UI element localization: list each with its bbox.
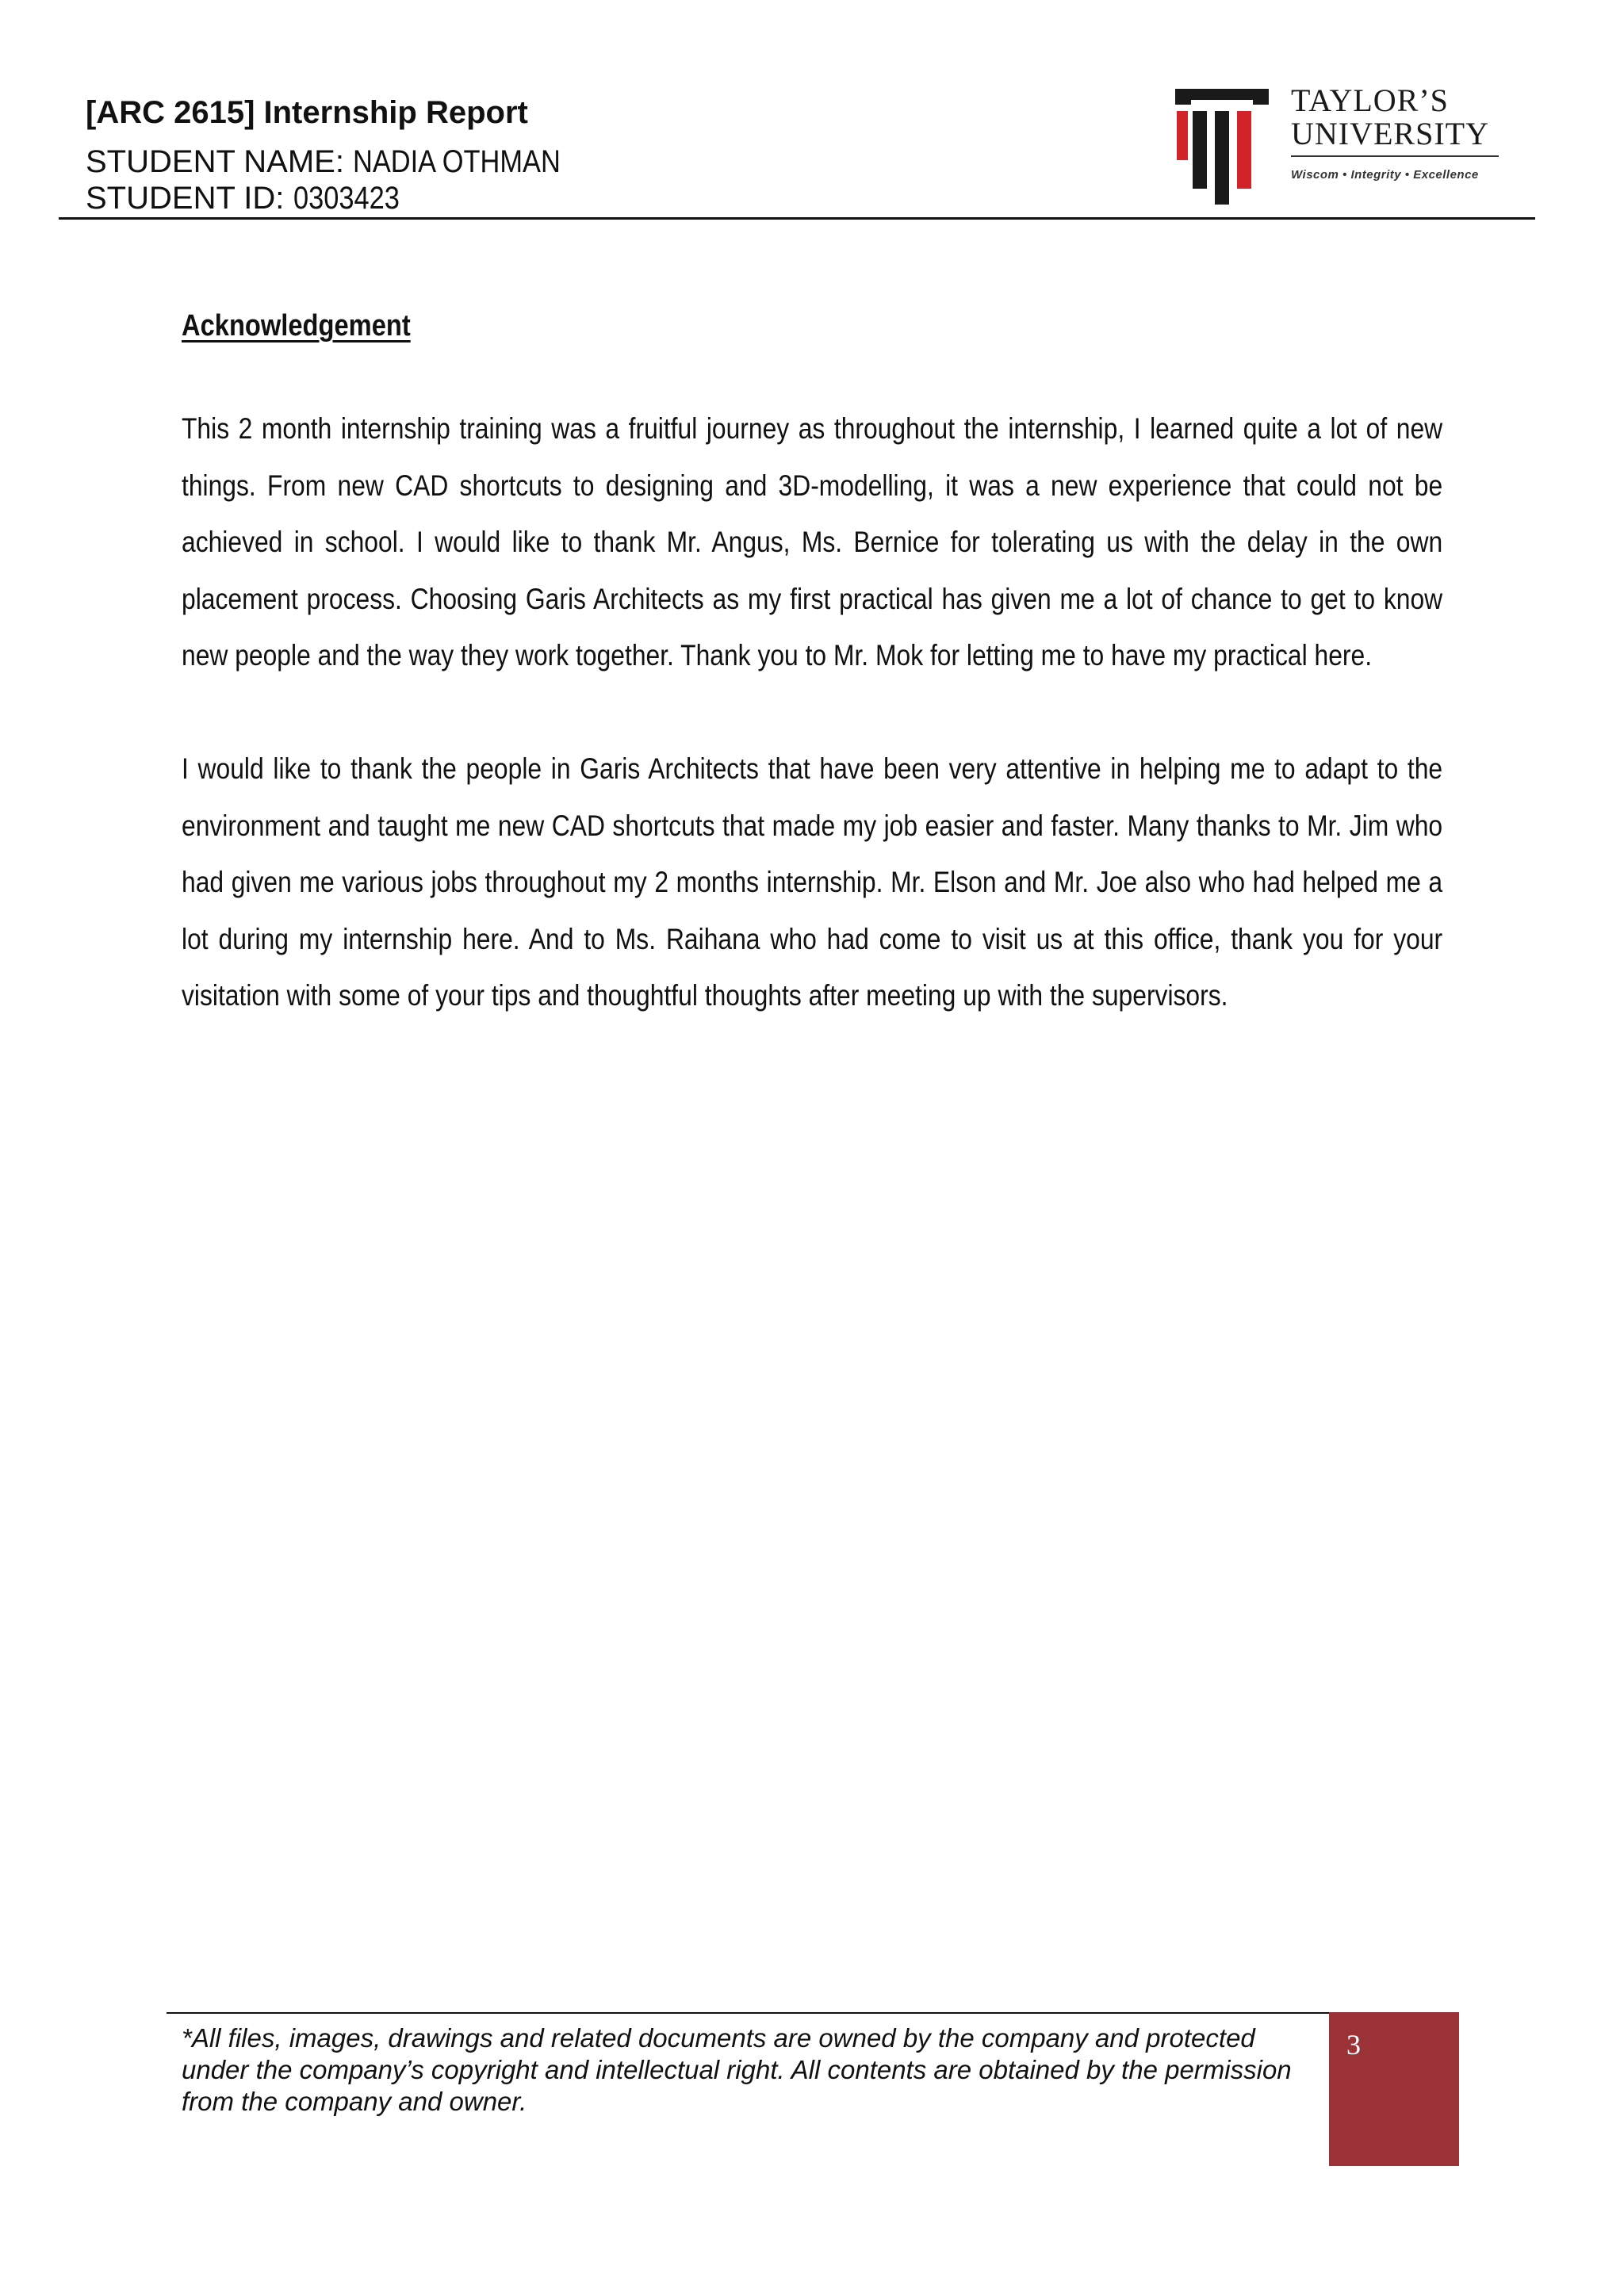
student-id-label: STUDENT ID: — [86, 181, 293, 216]
university-logo — [1175, 79, 1508, 206]
page-content — [182, 309, 1442, 1081]
header-divider — [59, 217, 1535, 220]
page-number: 3 — [1346, 2029, 1361, 2061]
university-name-line2: UNIVERSITY — [1291, 116, 1489, 151]
section-heading: Acknowledgement — [182, 309, 411, 342]
university-name-line1: TAYLOR’S — [1291, 82, 1449, 118]
taylors-emblem-icon — [1175, 89, 1269, 205]
student-id-value: 0303423 — [293, 181, 400, 216]
student-id-line — [86, 182, 416, 214]
copyright-note: *All files, images, drawings and related documents are owned by the company and protected under the company’s copyright and intellectual right. All contents are obtained by the permission from the company and owner. — [182, 2023, 1292, 2116]
university-tagline: Wiscom • Integrity • Excellence — [1291, 168, 1479, 182]
page-header — [59, 79, 1535, 222]
page-number-box — [1329, 2012, 1459, 2166]
paragraph: I would like to thank the people in Garis Architects that have been very attentive in helping me to adapt to the environment and taught me new CAD shortcuts that made my job easier and faster. Many thanks to Mr. Jim who had given me various jobs throughout my 2 months internship. Mr. Elson and Mr. Joe also who had helped me a lot during my internship here. And to Ms. Raihana who had come to visit us at this office, thank you for your visitation with some of your tips and thoughtful thoughts after meeting up with the supervisors. — [182, 752, 1443, 1012]
student-name-value: NADIA OTHMAN — [353, 144, 561, 179]
student-name-line — [86, 146, 595, 178]
footer-divider — [167, 2012, 1329, 2014]
university-name — [1291, 84, 1489, 151]
logo-divider — [1291, 155, 1499, 157]
student-name-label: STUDENT NAME: — [86, 144, 354, 179]
paragraph: This 2 month internship training was a fruitful journey as throughout the internship, I learned quite a lot of new things. From new CAD shortcuts to designing and 3D-modelling, it was a new experience that could not be achieved in school. I would like to thank Mr. Angus, Ms. Bernice for tolerating us with the delay in the own placement process. Choosing Garis Architects as my first practical has given me a lot of chance to get to know new people and the way they work together. Thank you to Mr. Mok for letting me to have my practical here. — [182, 412, 1443, 672]
report-title: [ARC 2615] Internship Report — [86, 95, 528, 130]
